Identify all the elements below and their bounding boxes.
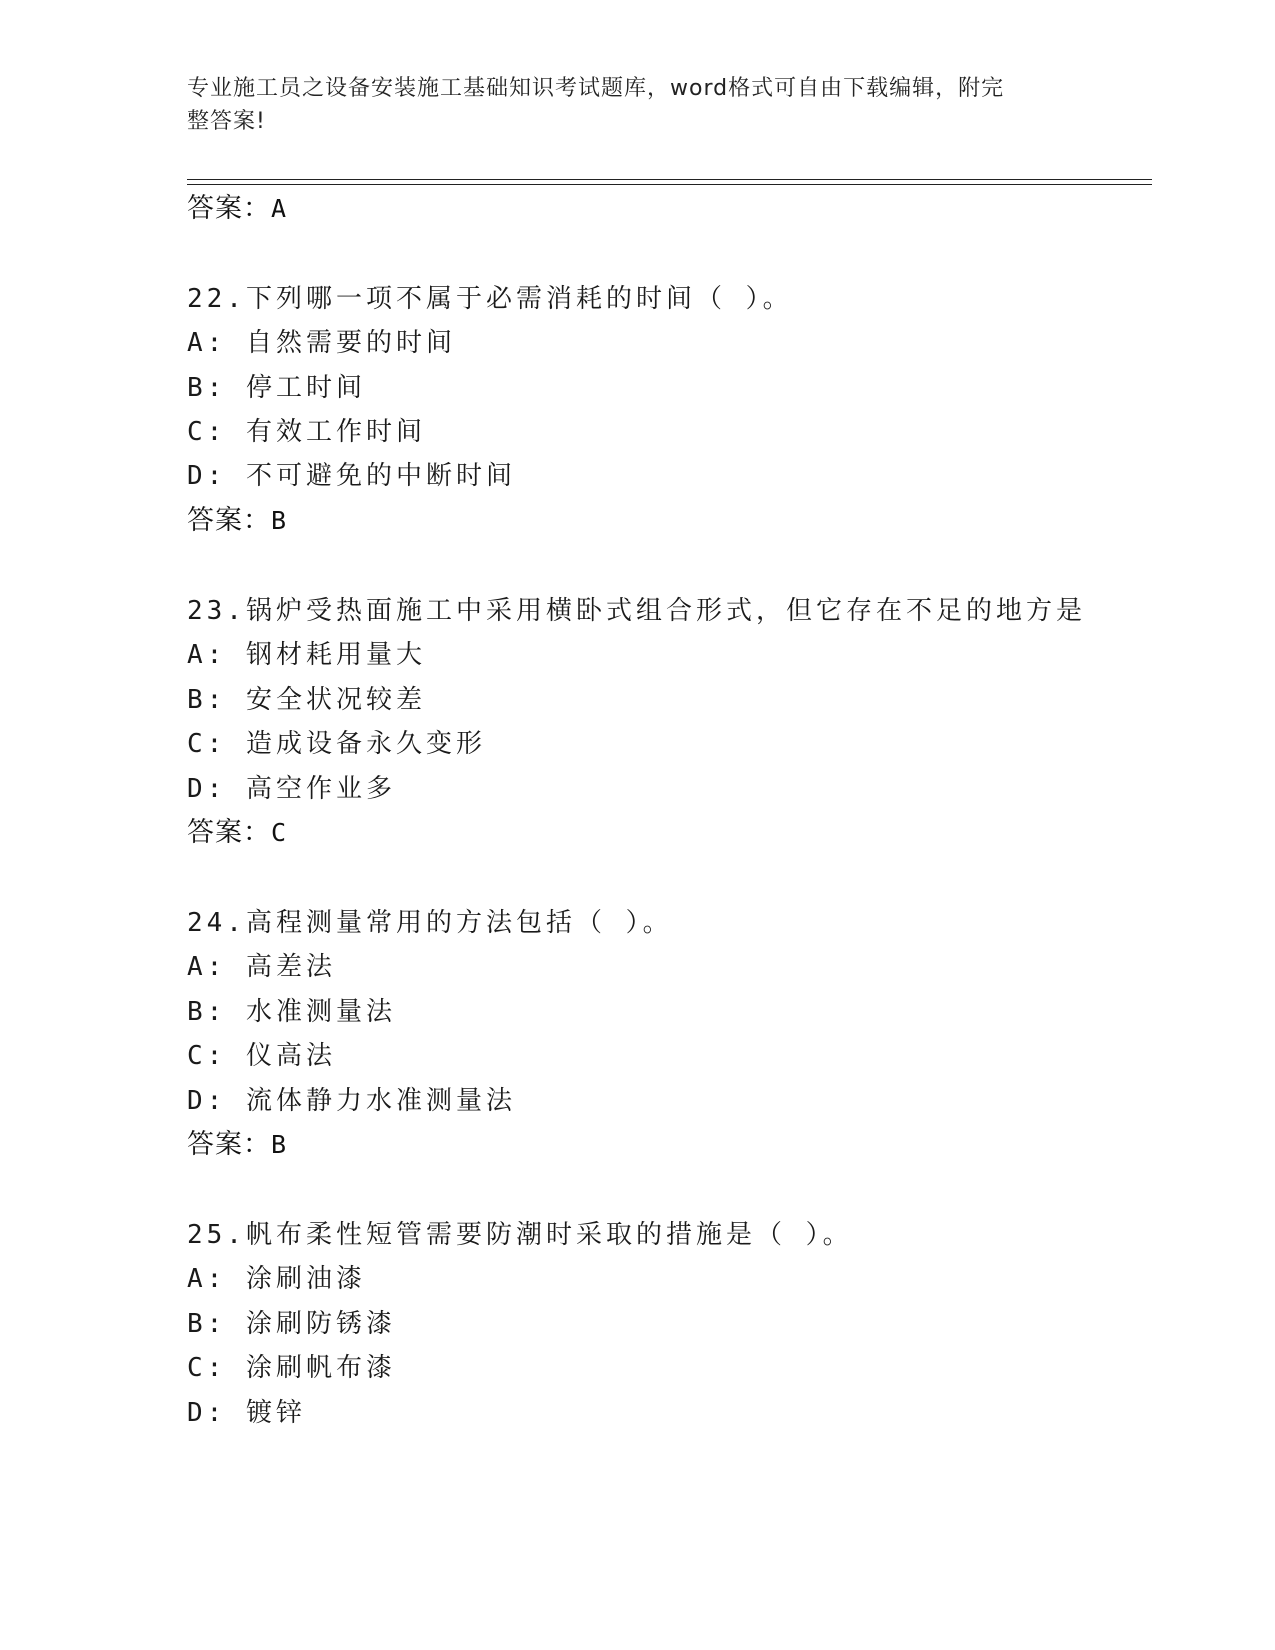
question-23-option-b: B: 安全状况较差	[187, 685, 426, 715]
answer-value: A	[271, 194, 288, 223]
question-22-option-c: C: 有效工作时间	[187, 417, 426, 447]
question-24-option-d: D: 流体静力水准测量法	[187, 1086, 516, 1116]
question-25-option-b: B: 涂刷防锈漆	[187, 1309, 396, 1339]
answer-value: B	[271, 1130, 288, 1159]
question-24-option-a: A: 高差法	[187, 952, 336, 982]
question-25-option-c: C: 涂刷帆布漆	[187, 1353, 396, 1383]
header-divider-bottom	[187, 184, 1152, 185]
answer-label: 答案：	[187, 505, 271, 536]
header-line-1: 专业施工员之设备安装施工基础知识考试题库，word格式可自由下载编辑，附完	[187, 76, 1005, 101]
answer-previous	[187, 192, 287, 226]
question-22-stem: 22.下列哪一项不属于必需消耗的时间（ ）。	[187, 284, 793, 314]
answer-22	[187, 504, 287, 538]
question-22-option-b: B: 停工时间	[187, 373, 366, 403]
question-24-option-c: C: 仪高法	[187, 1041, 336, 1071]
question-22-option-a: A: 自然需要的时间	[187, 328, 456, 358]
question-25-option-d: D: 镀锌	[187, 1398, 306, 1428]
answer-label: 答案：	[187, 1129, 271, 1160]
question-22-option-d: D: 不可避免的中断时间	[187, 461, 516, 491]
header-divider-top	[187, 179, 1152, 180]
answer-23	[187, 816, 287, 850]
header-line-2: 整答案!	[187, 109, 266, 134]
question-24-option-b: B: 水准测量法	[187, 997, 396, 1027]
question-25-option-a: A: 涂刷油漆	[187, 1264, 366, 1294]
question-23-stem: 23.锅炉受热面施工中采用横卧式组合形式，但它存在不足的地方是	[187, 596, 1086, 626]
question-23-option-a: A: 钢材耗用量大	[187, 640, 426, 670]
question-24-stem: 24.高程测量常用的方法包括（ ）。	[187, 908, 673, 938]
question-25-stem: 25.帆布柔性短管需要防潮时采取的措施是（ ）。	[187, 1220, 853, 1250]
answer-label: 答案：	[187, 817, 271, 848]
answer-value: C	[271, 818, 288, 847]
answer-value: B	[271, 506, 288, 535]
question-23-option-d: D: 高空作业多	[187, 774, 396, 804]
question-23-option-c: C: 造成设备永久变形	[187, 729, 486, 759]
document-header	[187, 72, 1067, 138]
answer-24	[187, 1128, 287, 1162]
answer-label: 答案：	[187, 193, 271, 224]
